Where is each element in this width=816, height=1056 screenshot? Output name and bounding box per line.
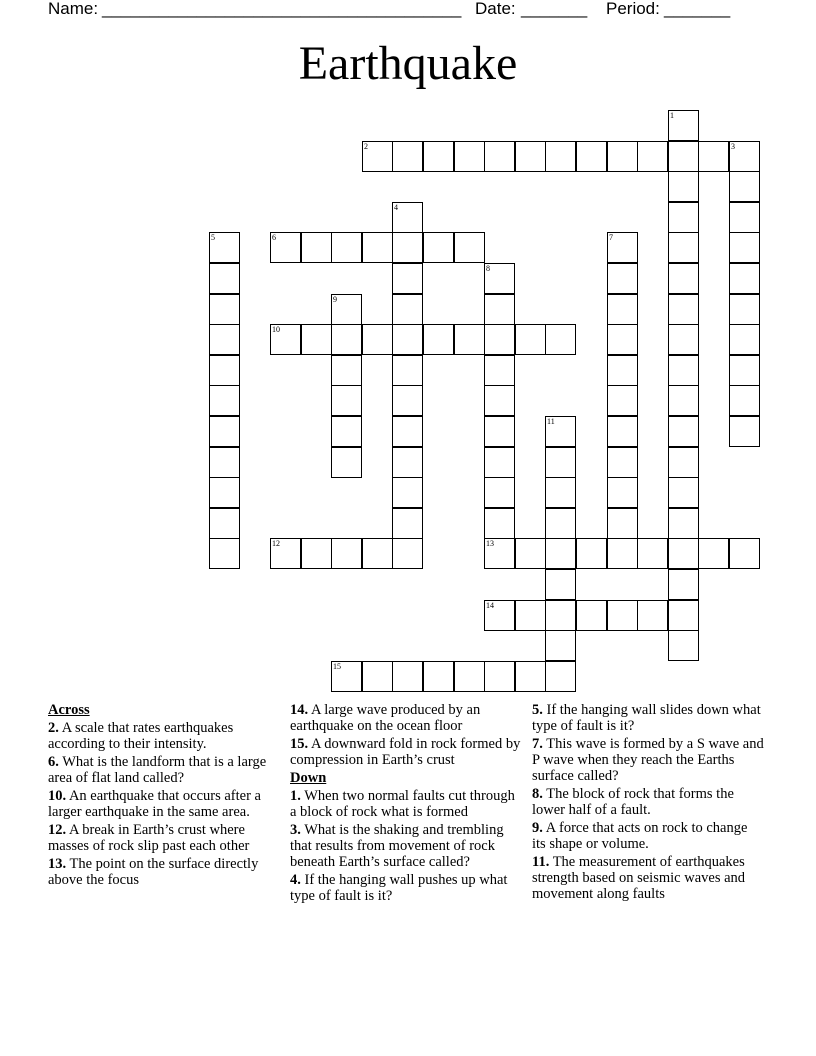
- grid-cell[interactable]: [607, 447, 638, 478]
- grid-cell[interactable]: [607, 324, 638, 355]
- grid-cell[interactable]: [668, 569, 699, 600]
- grid-cell[interactable]: [515, 538, 546, 569]
- clue-number-label: 9: [333, 295, 337, 304]
- grid-cell[interactable]: [545, 630, 576, 661]
- grid-cell[interactable]: [362, 232, 393, 263]
- grid-cell[interactable]: [270, 538, 301, 569]
- grid-cell[interactable]: [668, 110, 699, 141]
- grid-cell[interactable]: [729, 385, 760, 416]
- grid-cell[interactable]: [392, 294, 423, 325]
- grid-cell[interactable]: [545, 416, 576, 447]
- grid-cell[interactable]: [392, 324, 423, 355]
- clue-across-13: 13. The point on the surface directly above the focus: [48, 856, 259, 888]
- grid-cell[interactable]: [668, 508, 699, 539]
- grid-cell[interactable]: [392, 202, 423, 233]
- grid-cell[interactable]: [331, 385, 362, 416]
- grid-cell[interactable]: [331, 538, 362, 569]
- grid-cell[interactable]: [209, 385, 240, 416]
- grid-cell[interactable]: [209, 263, 240, 294]
- grid-cell[interactable]: [362, 141, 393, 172]
- clue-number-label: 10: [272, 325, 280, 334]
- grid-cell[interactable]: [637, 600, 668, 631]
- grid-cell[interactable]: [545, 141, 576, 172]
- grid-cell[interactable]: [331, 294, 362, 325]
- clue-down-11: 11. The measurement of earthquakes strength based on seismic waves and movement along faults: [532, 854, 746, 902]
- grid-cell[interactable]: [545, 661, 576, 692]
- grid-cell[interactable]: [637, 538, 668, 569]
- clue-down-8: 8. The block of rock that forms the lower half of a fault.: [532, 786, 734, 818]
- grid-cell[interactable]: [331, 355, 362, 386]
- grid-cell[interactable]: [668, 385, 699, 416]
- grid-cell[interactable]: [392, 263, 423, 294]
- clue-number-label: 13: [486, 539, 494, 548]
- clue-number-label: 1: [670, 111, 674, 120]
- clue-number-label: 8: [486, 264, 490, 273]
- grid-cell[interactable]: [729, 355, 760, 386]
- grid-cell[interactable]: [515, 324, 546, 355]
- grid-cell[interactable]: [545, 477, 576, 508]
- grid-cell[interactable]: [454, 324, 485, 355]
- clue-across-10: 10. An earthquake that occurs after a larger earthquake in the same area.: [48, 788, 261, 820]
- clue-down-5: 5. If the hanging wall slides down what type of fault is it?: [532, 702, 761, 734]
- grid-cell[interactable]: [484, 538, 515, 569]
- grid-cell[interactable]: [301, 232, 332, 263]
- grid-cell[interactable]: [484, 508, 515, 539]
- grid-cell[interactable]: [423, 661, 454, 692]
- grid-cell[interactable]: [209, 447, 240, 478]
- grid-cell[interactable]: [668, 355, 699, 386]
- grid-cell[interactable]: [392, 232, 423, 263]
- clue-number-label: 12: [272, 539, 280, 548]
- grid-cell[interactable]: [331, 661, 362, 692]
- grid-cell[interactable]: [668, 202, 699, 233]
- grid-cell[interactable]: [484, 324, 515, 355]
- grid-cell[interactable]: [668, 416, 699, 447]
- grid-cell[interactable]: [576, 141, 607, 172]
- grid-cell[interactable]: [209, 324, 240, 355]
- date-field[interactable]: _______: [521, 0, 588, 18]
- grid-cell[interactable]: [209, 355, 240, 386]
- grid-cell[interactable]: [668, 171, 699, 202]
- grid-cell[interactable]: [576, 538, 607, 569]
- grid-cell[interactable]: [637, 141, 668, 172]
- clue-number-label: 15: [333, 662, 341, 671]
- grid-cell[interactable]: [729, 294, 760, 325]
- grid-cell[interactable]: [423, 141, 454, 172]
- grid-cell[interactable]: [484, 141, 515, 172]
- grid-cell[interactable]: [515, 600, 546, 631]
- clue-number-label: 11: [547, 417, 555, 426]
- grid-cell[interactable]: [729, 141, 760, 172]
- clue-across-6: 6. What is the landform that is a large area of flat land called?: [48, 754, 267, 786]
- grid-cell[interactable]: [729, 202, 760, 233]
- grid-cell[interactable]: [392, 141, 423, 172]
- grid-cell[interactable]: [545, 447, 576, 478]
- grid-cell[interactable]: [698, 141, 729, 172]
- clue-down-9: 9. A force that acts on rock to change its shape or volume.: [532, 820, 748, 852]
- name-field[interactable]: ______________________________________: [102, 0, 462, 18]
- grid-cell[interactable]: [301, 324, 332, 355]
- clue-across-12: 12. A break in Earth’s crust where masses of rock slip past each other: [48, 822, 250, 854]
- grid-cell[interactable]: [331, 416, 362, 447]
- grid-cell[interactable]: [392, 385, 423, 416]
- grid-cell[interactable]: [545, 538, 576, 569]
- grid-cell[interactable]: [607, 141, 638, 172]
- period-label: Period:: [606, 0, 660, 18]
- grid-cell[interactable]: [392, 508, 423, 539]
- grid-cell[interactable]: [454, 661, 485, 692]
- grid-cell[interactable]: [454, 141, 485, 172]
- grid-cell[interactable]: [331, 232, 362, 263]
- clues-column-2: [290, 702, 522, 906]
- grid-cell[interactable]: [362, 538, 393, 569]
- grid-cell[interactable]: [484, 416, 515, 447]
- grid-cell[interactable]: [392, 538, 423, 569]
- grid-cell[interactable]: [484, 600, 515, 631]
- grid-cell[interactable]: [209, 416, 240, 447]
- grid-cell[interactable]: [668, 600, 699, 631]
- grid-cell[interactable]: [545, 324, 576, 355]
- grid-cell[interactable]: [576, 600, 607, 631]
- grid-cell[interactable]: [209, 477, 240, 508]
- grid-cell[interactable]: [545, 600, 576, 631]
- clue-number-label: 14: [486, 601, 494, 610]
- grid-cell[interactable]: [209, 232, 240, 263]
- clue-across-14: 14. A large wave produced by an earthquake on the ocean floor: [290, 702, 481, 734]
- grid-cell[interactable]: [484, 355, 515, 386]
- grid-cell[interactable]: [454, 232, 485, 263]
- grid-cell[interactable]: [729, 324, 760, 355]
- grid-cell[interactable]: [729, 171, 760, 202]
- grid-cell[interactable]: [729, 538, 760, 569]
- grid-cell[interactable]: [729, 416, 760, 447]
- grid-cell[interactable]: [607, 477, 638, 508]
- grid-cell[interactable]: [668, 324, 699, 355]
- period-field[interactable]: _______: [664, 0, 731, 18]
- grid-cell[interactable]: [607, 538, 638, 569]
- grid-cell[interactable]: [362, 661, 393, 692]
- grid-cell[interactable]: [423, 324, 454, 355]
- grid-cell[interactable]: [392, 477, 423, 508]
- grid-cell[interactable]: [484, 385, 515, 416]
- grid-cell[interactable]: [209, 508, 240, 539]
- grid-cell[interactable]: [607, 232, 638, 263]
- clue-down-7: 7. This wave is formed by a S wave and P wave when they reach the Earths surface called?: [532, 736, 764, 784]
- grid-cell[interactable]: [607, 263, 638, 294]
- grid-cell[interactable]: [331, 324, 362, 355]
- clues-column-3: [532, 702, 764, 904]
- grid-cell[interactable]: [607, 385, 638, 416]
- grid-cell[interactable]: [545, 569, 576, 600]
- grid-cell[interactable]: [484, 294, 515, 325]
- clue-number-label: 2: [364, 142, 368, 151]
- clue-down-4: 4. If the hanging wall pushes up what type of fault is it?: [290, 872, 508, 904]
- grid-cell[interactable]: [668, 630, 699, 661]
- grid-cell[interactable]: [729, 263, 760, 294]
- grid-cell[interactable]: [668, 141, 699, 172]
- grid-cell[interactable]: [607, 355, 638, 386]
- grid-cell[interactable]: [392, 447, 423, 478]
- grid-cell[interactable]: [698, 538, 729, 569]
- clue-number-label: 3: [731, 142, 735, 151]
- grid-cell[interactable]: [392, 416, 423, 447]
- grid-cell[interactable]: [423, 232, 454, 263]
- grid-cell[interactable]: [392, 355, 423, 386]
- grid-cell[interactable]: [331, 447, 362, 478]
- grid-cell[interactable]: [209, 538, 240, 569]
- grid-cell[interactable]: [301, 538, 332, 569]
- grid-cell[interactable]: [668, 447, 699, 478]
- across-heading: Across: [48, 702, 90, 718]
- grid-cell[interactable]: [607, 416, 638, 447]
- grid-cell[interactable]: [668, 538, 699, 569]
- clue-down-1: 1. When two normal faults cut through a block of rock what is formed: [290, 788, 515, 820]
- down-heading: Down: [290, 770, 327, 786]
- grid-cell[interactable]: [484, 477, 515, 508]
- clue-number-label: 4: [394, 203, 398, 212]
- clues-column-1: [48, 702, 280, 890]
- grid-cell[interactable]: [392, 661, 423, 692]
- grid-cell[interactable]: [607, 600, 638, 631]
- grid-cell[interactable]: [270, 232, 301, 263]
- name-label: Name:: [48, 0, 99, 18]
- grid-cell[interactable]: [668, 477, 699, 508]
- grid-cell[interactable]: [668, 263, 699, 294]
- clue-across-2: 2. A scale that rates earthquakes according to their intensity.: [48, 720, 234, 752]
- grid-cell[interactable]: [209, 294, 240, 325]
- grid-cell[interactable]: [484, 263, 515, 294]
- grid-cell[interactable]: [484, 661, 515, 692]
- grid-cell[interactable]: [545, 508, 576, 539]
- clue-across-15: 15. A downward fold in rock formed by compression in Earth’s crust: [290, 736, 521, 768]
- grid-cell[interactable]: [270, 324, 301, 355]
- grid-cell[interactable]: [607, 508, 638, 539]
- grid-cell[interactable]: [484, 447, 515, 478]
- grid-cell[interactable]: [729, 232, 760, 263]
- date-label: Date:: [475, 0, 516, 18]
- puzzle-title: Earthquake: [298, 37, 518, 90]
- clue-down-3: 3. What is the shaking and trembling that results from movement of rock beneath Earth’s surface called?: [290, 822, 504, 870]
- clue-number-label: 6: [272, 233, 276, 242]
- grid-cell[interactable]: [362, 324, 393, 355]
- grid-cell[interactable]: [668, 232, 699, 263]
- grid-cell[interactable]: [515, 141, 546, 172]
- grid-cell[interactable]: [668, 294, 699, 325]
- clue-number-label: 5: [211, 233, 215, 242]
- grid-cell[interactable]: [515, 661, 546, 692]
- clue-number-label: 7: [609, 233, 613, 242]
- grid-cell[interactable]: [607, 294, 638, 325]
